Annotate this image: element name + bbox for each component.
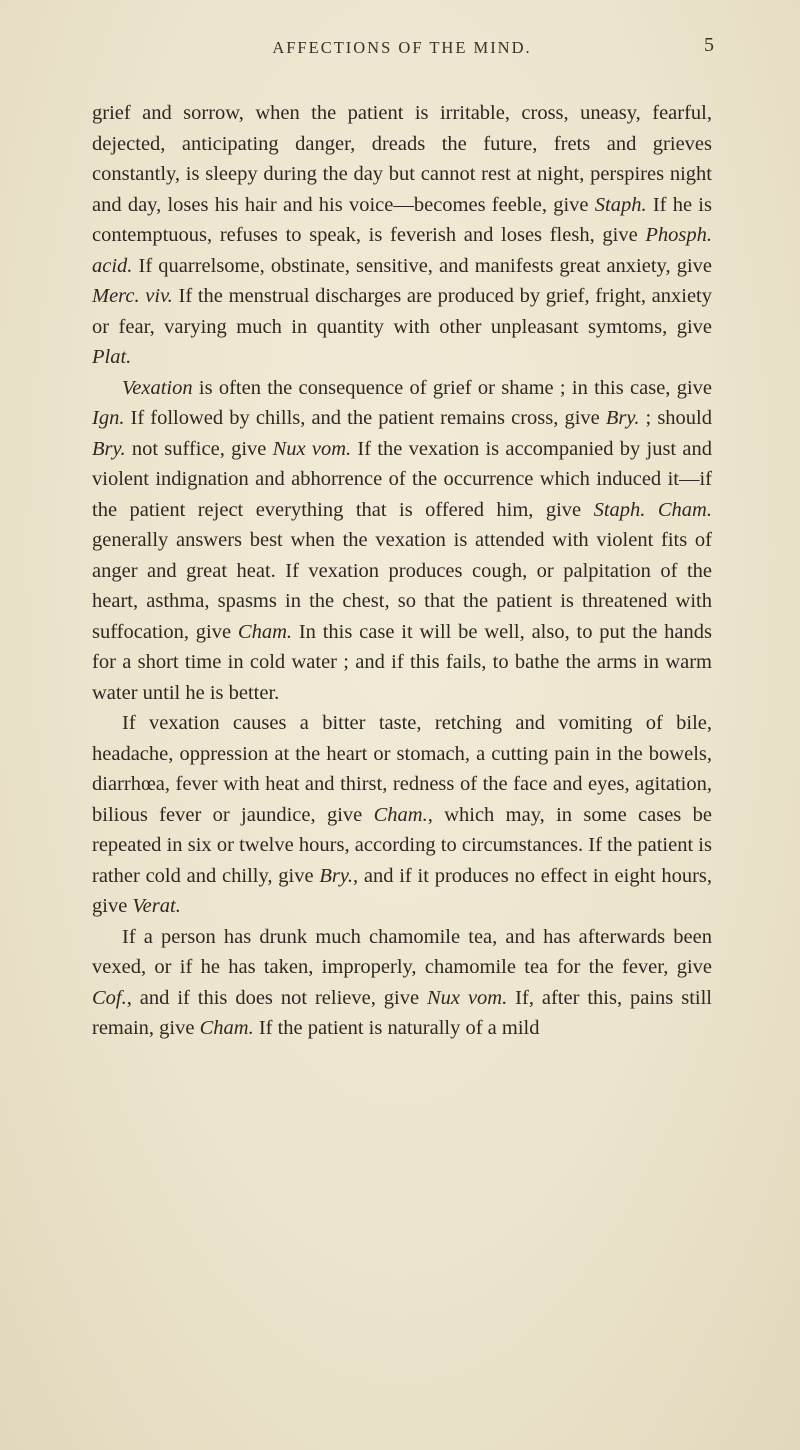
remedy-name: Phosph. acid. [92, 224, 712, 277]
remedy-name: Cof. [92, 986, 127, 1009]
text-run: If the patient is naturally of a mild [253, 1017, 540, 1039]
text-run: If the menstrual discharges are produced by grief, fright, anxiety or fear, varying much in quantity with other unpleasant symtoms, give [92, 285, 712, 338]
paragraph-2 [92, 373, 712, 709]
text-run: If followed by chills, and the patient remains cross, give [124, 407, 606, 429]
paragraph-1 [92, 98, 712, 373]
text-run: , which may, in some cases be repeated in six or twelve hours, according to circumstances. If the patient is rather cold and chilly, give [92, 803, 712, 887]
running-title: AFFECTIONS OF THE MIND. [272, 38, 532, 57]
text-run: If, after this, pains still remain, give [92, 986, 712, 1039]
text-run: If quarrelsome, obstinate, sensitive, and manifests great anxiety, give [132, 254, 712, 277]
text-run: If a person has drunk much chamomile tea, and has afterwards been vexed, or if he has taken, improperly, chamomile tea for the fever, give [92, 925, 712, 978]
text-run: generally answers best when the vexation is attended with violent fits of anger and great heat. If vexation produces cough, or palpitation of the heart, asthma, spasms in the chest, so that the patient is threatened with suffocation, give [92, 529, 712, 643]
remedy-name: Nux vom. [272, 437, 352, 460]
remedy-name: Staph. [594, 193, 647, 216]
text-run: ; should [639, 407, 712, 429]
text-run: If he is contemptuous, refuses to speak, is feverish and loses flesh, give [92, 193, 712, 246]
remedy-name: Staph. Cham. [593, 498, 712, 521]
text-run: If vexation causes a bitter taste, retching and vomiting of bile, headache, oppression at the heart or stomach, a cutting pain in the bowels, diarrhœa, fever with heat and thirst, redness of the face and eyes, agitation, bilious fever or jaundice, give [92, 712, 712, 826]
remedy-name: Nux vom. [427, 986, 508, 1009]
text-run: , and if it produces no effect in eight hours, give [92, 864, 712, 917]
text-run: If the vexation is accompanied by just and violent indignation and abhorrence of the occurrence which induced it—if the patient reject everything that is offered him, give [92, 437, 712, 521]
text-run: , and if this does not relieve, give [126, 986, 427, 1009]
remedy-name: Bry. [92, 437, 126, 460]
text-run: not suffice, give [125, 437, 273, 460]
remedy-name: Cham. [237, 620, 293, 643]
paragraph-4 [92, 922, 712, 1044]
paragraph-3 [92, 708, 712, 922]
remedy-name: Bry. [319, 864, 353, 887]
page-header [92, 34, 712, 64]
text-run: In this case it will be well, also, to put the hands for a short time in cold water ; and if this fails, to bathe the arms in warm water until he is better. [92, 620, 712, 704]
remedy-name: Cham. [373, 803, 428, 826]
text-run: is often the consequence of grief or shame ; in this case, give [192, 376, 712, 399]
remedy-name: Merc. viv. [92, 285, 173, 307]
keyword: Vexation [122, 376, 193, 399]
remedy-name: Bry. [605, 407, 640, 429]
remedy-name: Plat. [92, 346, 132, 368]
remedy-name: Verat. [132, 895, 181, 917]
page-number: 5 [704, 34, 714, 56]
remedy-name: Cham. [199, 1017, 254, 1039]
text-run: grief and sorrow, when the patient is irritable, cross, uneasy, fearful, dejected, anticipating danger, dreads the future, frets and grieves constantly, is sleepy during the day but cannot rest at night, perspires night and day, loses his hair and his voice—becomes feeble, give [92, 102, 712, 216]
page-body [92, 98, 712, 1044]
remedy-name: Ign. [92, 407, 125, 429]
